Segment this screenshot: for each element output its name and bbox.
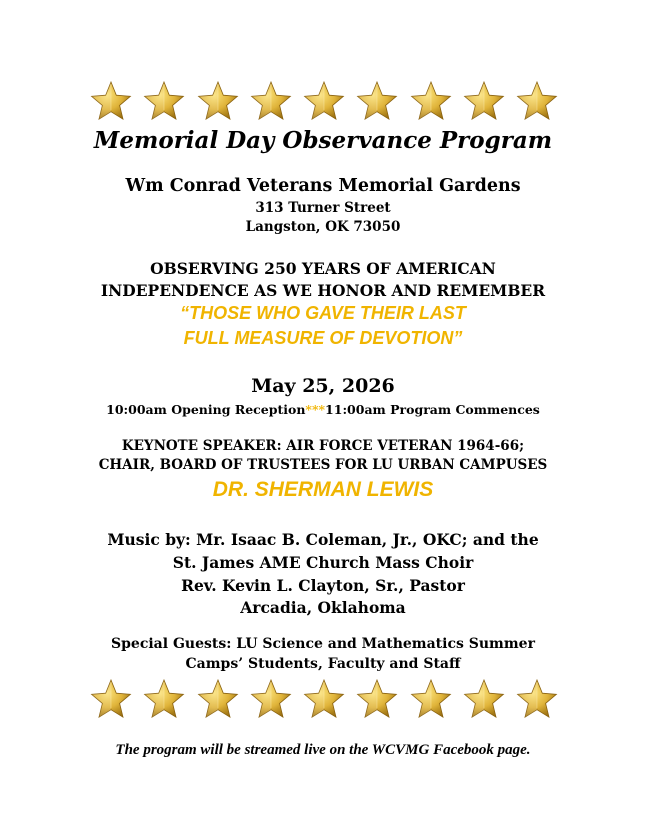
venue-city: Langston, OK 73050 xyxy=(245,219,401,235)
gold-star-icon xyxy=(302,80,346,122)
gold-star-icon xyxy=(302,678,346,720)
top-star-row xyxy=(89,80,559,122)
event-date: May 25, 2026 xyxy=(251,375,395,397)
program-time: 11:00am Program Commences xyxy=(325,402,540,417)
gold-star-icon xyxy=(196,678,240,720)
theme-line-1: OBSERVING 250 YEARS OF AMERICAN xyxy=(150,259,496,278)
gold-star-icon xyxy=(462,678,506,720)
gold-star-icon xyxy=(249,80,293,122)
gold-star-icon xyxy=(142,678,186,720)
keynote-line-2: CHAIR, BOARD OF TRUSTEES FOR LU URBAN CAMPUSES xyxy=(98,457,548,473)
music-line-2: St. James AME Church Mass Choir xyxy=(172,553,474,572)
gold-star-icon xyxy=(355,80,399,122)
gold-star-icon xyxy=(409,678,453,720)
keynote-speaker: DR. SHERMAN LEWIS xyxy=(212,478,434,501)
event-schedule xyxy=(0,402,646,417)
venue-name: Wm Conrad Veterans Memorial Gardens xyxy=(125,176,521,196)
gold-star-icon xyxy=(249,678,293,720)
guests-line-1: Special Guests: LU Science and Mathematics Summer xyxy=(111,636,535,652)
music-line-3: Rev. Kevin L. Clayton, Sr., Pastor xyxy=(181,576,465,595)
gold-star-icon xyxy=(89,80,133,122)
gold-star-icon xyxy=(196,80,240,122)
stream-notice: The program will be streamed live on the WCVMG Facebook page. xyxy=(115,742,531,758)
theme-quote-line-1: “THOSE WHO GAVE THEIR LAST xyxy=(180,303,466,323)
gold-star-icon xyxy=(89,678,133,720)
page-title: Memorial Day Observance Program xyxy=(93,127,553,154)
guests-line-2: Camps’ Students, Faculty and Staff xyxy=(185,656,461,672)
schedule-separator: *** xyxy=(305,402,326,417)
gold-star-icon xyxy=(409,80,453,122)
bottom-star-row xyxy=(89,678,559,720)
theme-quote-line-2: FULL MEASURE OF DEVOTION” xyxy=(183,328,463,348)
gold-star-icon xyxy=(515,678,559,720)
venue-street: 313 Turner Street xyxy=(255,200,391,216)
gold-star-icon xyxy=(355,678,399,720)
gold-star-icon xyxy=(142,80,186,122)
music-line-1: Music by: Mr. Isaac B. Coleman, Jr., OKC; and the xyxy=(107,530,539,549)
reception-time: 10:00am Opening Reception xyxy=(106,402,306,417)
theme-line-2: INDEPENDENCE AS WE HONOR AND REMEMBER xyxy=(100,281,546,300)
keynote-line-1: KEYNOTE SPEAKER: AIR FORCE VETERAN 1964-66; xyxy=(121,438,525,454)
gold-star-icon xyxy=(462,80,506,122)
gold-star-icon xyxy=(515,80,559,122)
music-line-4: Arcadia, Oklahoma xyxy=(240,598,406,617)
